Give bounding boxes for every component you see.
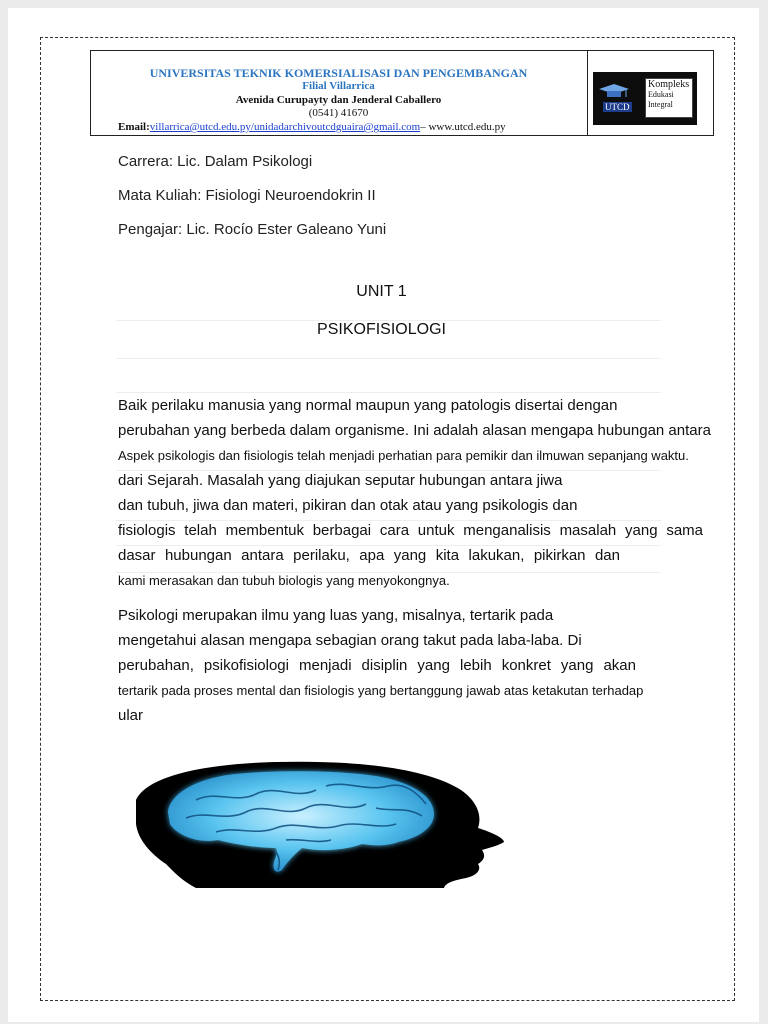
utcd-logo: [593, 72, 697, 125]
paragraph-line: dasar hubungan antara perilaku, apa yang kita lakukan, pikirkan dan: [118, 547, 620, 564]
email-link[interactable]: villarrica@utcd.edu.py/unidadarchivoutcdguaira@gmail.com: [149, 121, 421, 133]
panel-rule: [116, 520, 661, 521]
logo-line-3: Integral: [648, 100, 673, 109]
paragraph-line: dari Sejarah. Masalah yang diajukan seputar hubungan antara jiwa: [118, 472, 563, 489]
career-line: Carrera: Lic. Dalam Psikologi: [118, 153, 313, 170]
email-line: [118, 121, 506, 133]
unit-title: PSIKOFISIOLOGI: [317, 321, 446, 338]
paragraph-line: tertarik pada proses mental dan fisiologis yang bertanggung jawab atas ketakutan terhadap: [118, 683, 644, 698]
unit-number: UNIT 1: [356, 283, 407, 300]
brain-silhouette-image: [126, 760, 526, 890]
phone: (0541) 41670: [308, 107, 369, 119]
branch-name: Filial Villarrica: [302, 80, 375, 92]
logo-abbr: UTCD: [605, 102, 630, 112]
logo-line-1: Kompleks: [648, 79, 690, 90]
logo-line-2: Edukasi: [648, 90, 674, 99]
panel-rule: [116, 545, 661, 546]
paragraph-line: mengetahui alasan mengapa sebagian orang takut pada laba-laba. Di: [118, 632, 582, 649]
paragraph-line: perubahan yang berbeda dalam organisme. Ini adalah alasan mengapa hubungan antara: [118, 422, 711, 439]
address: Avenida Curupayty dan Jenderal Caballero: [235, 94, 442, 106]
paragraph-line: ular: [118, 707, 144, 724]
panel-rule: [116, 470, 661, 471]
email-label: Email:: [118, 121, 150, 133]
paragraph-line: dan tubuh, jiwa dan materi, pikiran dan otak atau yang psikologis dan: [118, 497, 578, 514]
subject-line: Mata Kuliah: Fisiologi Neuroendokrin II: [118, 187, 376, 204]
paragraph-line: Aspek psikologis dan fisiologis telah menjadi perhatian para pemikir dan ilmuwan sepanjang waktu.: [118, 448, 689, 463]
email-separator: –: [420, 121, 429, 133]
panel-rule: [116, 392, 661, 393]
letterhead-divider: [587, 50, 588, 136]
paragraph-line: Psikologi merupakan ilmu yang luas yang, misalnya, tertarik pada: [118, 607, 554, 624]
teacher-line: Pengajar: Lic. Rocío Ester Galeano Yuni: [118, 221, 387, 238]
paragraph-line: fisiologis telah membentuk berbagai cara untuk menganalisis masalah yang sama: [118, 522, 703, 539]
panel-rule: [116, 358, 661, 359]
website-link[interactable]: www.utcd.edu.py: [428, 121, 506, 133]
logo-text-box: [645, 78, 693, 118]
university-name: UNIVERSITAS TEKNIK KOMERSIALISASI DAN PENGEMBANGAN: [149, 66, 528, 80]
graduation-cap-icon: [599, 84, 629, 98]
paragraph-line: Baik perilaku manusia yang normal maupun yang patologis disertai dengan: [118, 397, 618, 414]
paragraph-line: perubahan, psikofisiologi menjadi disiplin yang lebih konkret yang akan: [118, 657, 636, 674]
paragraph-line: kami merasakan dan tubuh biologis yang menyokongnya.: [118, 573, 450, 588]
